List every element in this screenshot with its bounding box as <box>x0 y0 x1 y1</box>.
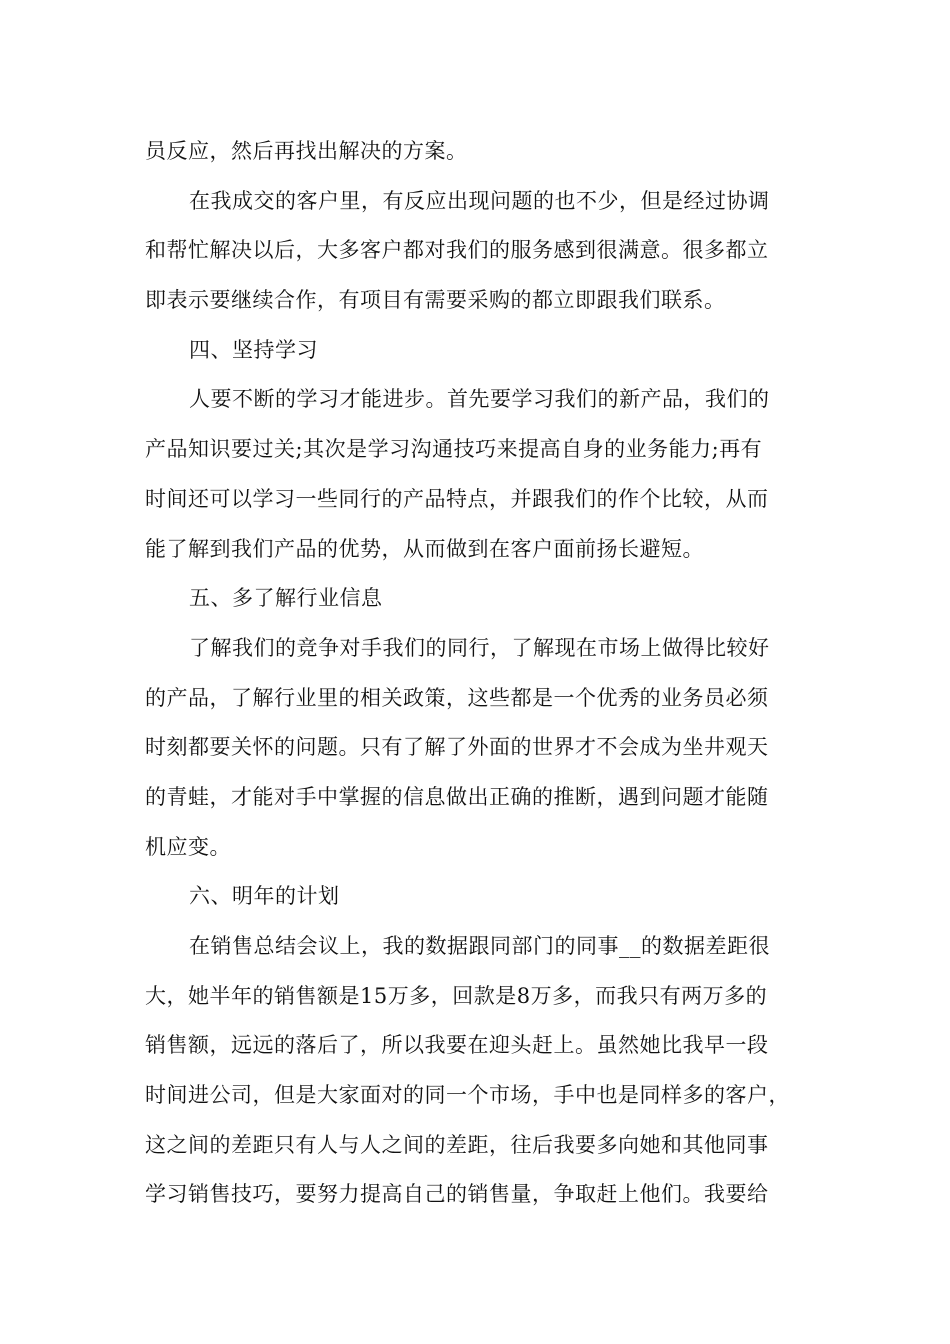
text-line: 学习销售技巧，要努力提高自己的销售量，争取赶上他们。我要给 <box>145 1182 769 1207</box>
text-line: 这之间的差距只有人与人之间的差距，往后我要多向她和其他同事 <box>145 1132 769 1157</box>
text-line: 能了解到我们产品的优势，从而做到在客户面前扬长避短。 <box>145 536 704 561</box>
section-heading: 五、多了解行业信息 <box>189 586 383 611</box>
text-line: 的青蛙，才能对手中掌握的信息做出正确的推断，遇到问题才能随 <box>145 784 769 809</box>
text-line: 和帮忙解决以后，大多客户都对我们的服务感到很满意。很多都立 <box>145 238 769 263</box>
section-heading: 四、坚持学习 <box>189 337 318 362</box>
document-body <box>145 127 835 1220</box>
text-line: 人要不断的学习才能进步。首先要学习我们的新产品，我们的 <box>189 387 770 412</box>
text-line: 员反应，然后再找出解决的方案。 <box>145 139 468 163</box>
section-heading: 六、明年的计划 <box>189 884 340 909</box>
text-line: 了解我们的竞争对手我们的同行，了解现在市场上做得比较好 <box>189 635 770 660</box>
text-line: 的产品，了解行业里的相关政策，这些都是一个优秀的业务员必须 <box>145 685 769 710</box>
text-line: 在销售总结会议上，我的数据跟同部门的同事__的数据差距很 <box>189 934 770 958</box>
text-line: 时间还可以学习一些同行的产品特点，并跟我们的作个比较，从而 <box>145 486 769 511</box>
text-line: 销售额，远远的落后了，所以我要在迎头赶上。虽然她比我早一段 <box>145 1033 769 1058</box>
text-line: 大，她半年的销售额是15万多，回款是8万多，而我只有两万多的 <box>145 983 768 1008</box>
text-line: 时间进公司，但是大家面对的同一个市场，手中也是同样多的客户， <box>145 1083 790 1108</box>
text-line: 机应变。 <box>145 834 231 859</box>
text-line: 产品知识要过关;其次是学习沟通技巧来提高自身的业务能力;再有 <box>145 437 763 462</box>
text-line: 即表示要继续合作，有项目有需要采购的都立即跟我们联系。 <box>145 288 726 313</box>
text-line: 时刻都要关怀的问题。只有了解了外面的世界才不会成为坐井观天 <box>145 735 769 760</box>
text-line: 在我成交的客户里，有反应出现问题的也不少，但是经过协调 <box>189 188 770 213</box>
